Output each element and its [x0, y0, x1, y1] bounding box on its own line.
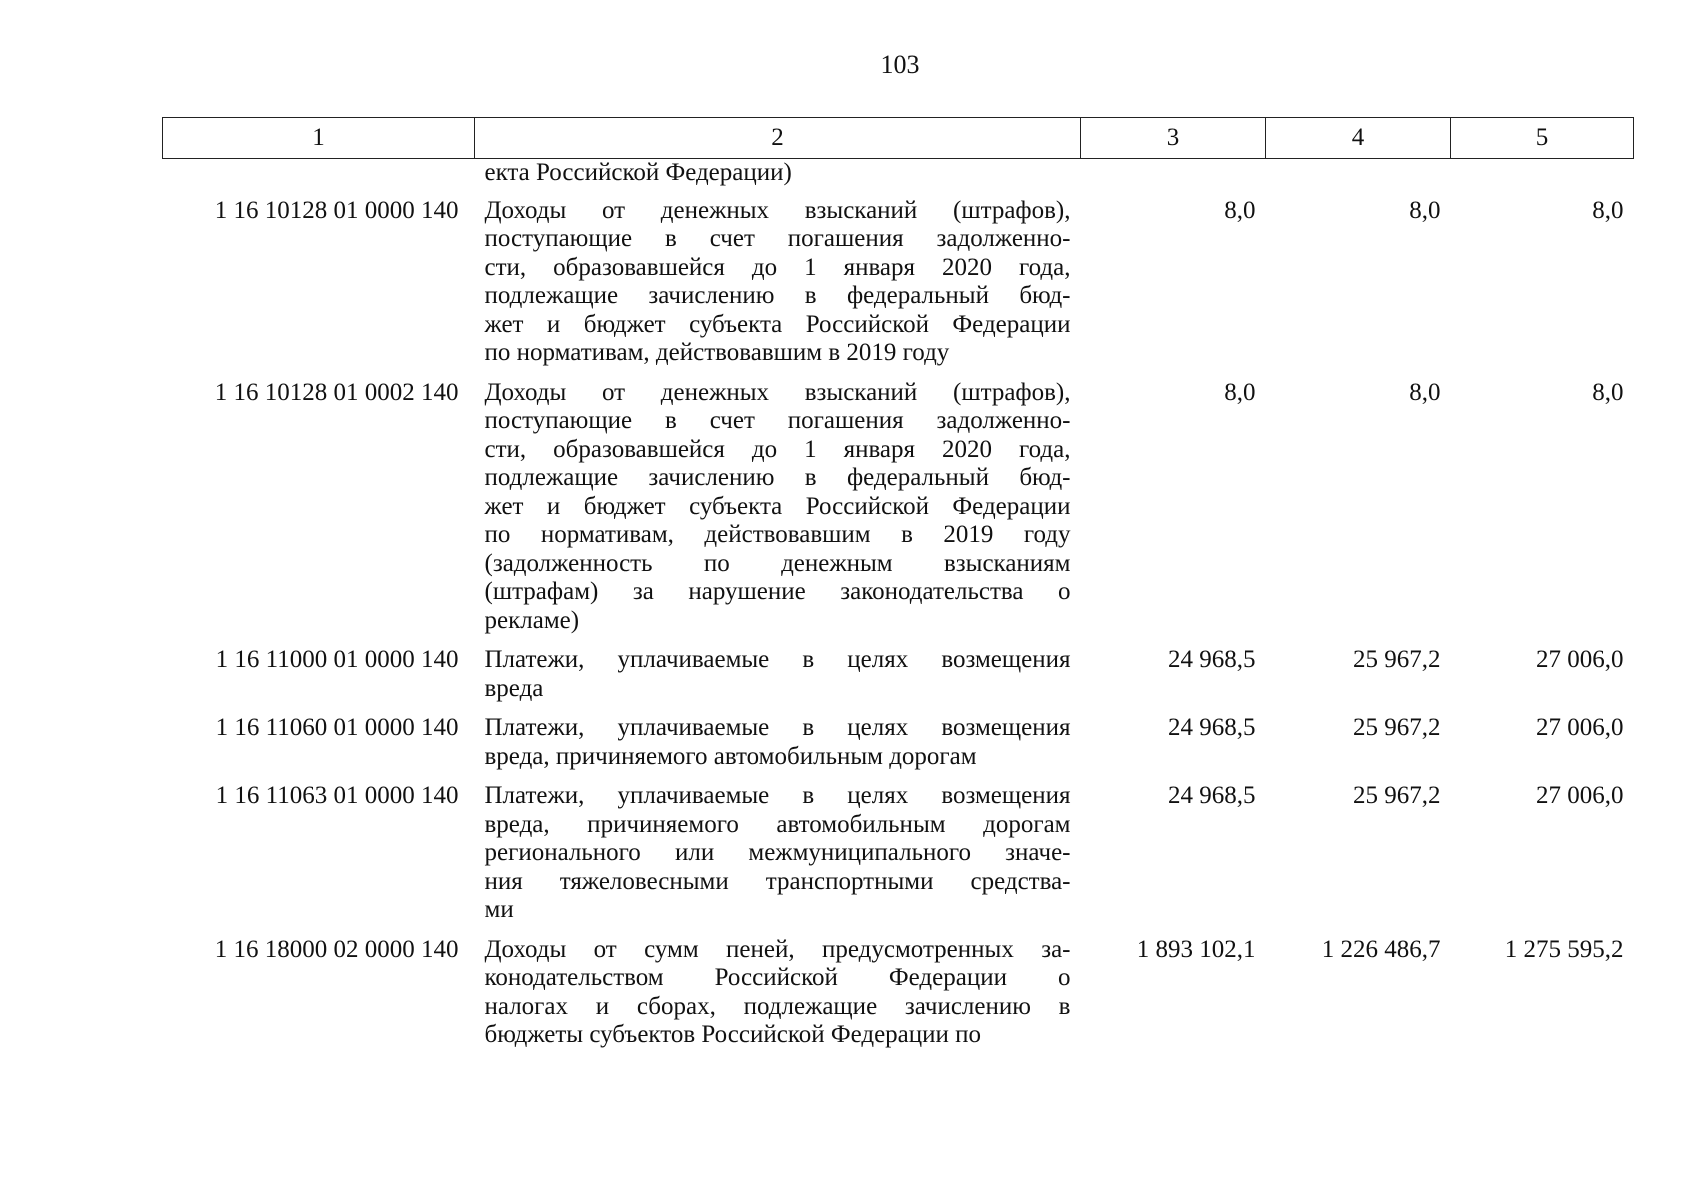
description-line: жет и бюджет субъекта Российской Федерации	[484, 492, 1071, 520]
amount-col-4: 25 967,2	[1353, 782, 1441, 809]
continuation-code-cell	[163, 159, 475, 197]
income-description	[475, 379, 1081, 647]
table-body	[163, 159, 1634, 1061]
description-line: вреда, причиняемого автомобильным дорогам	[484, 742, 977, 770]
amount-col-5: 8,0	[1592, 378, 1624, 406]
description-line: Доходы от сумм пеней, предусмотренных за-	[484, 935, 1071, 963]
description-line: жет и бюджет субъекта Российской Федерации	[484, 310, 1071, 338]
income-description	[475, 782, 1081, 936]
income-description	[475, 936, 1081, 1061]
description-line: (задолженность по денежным взысканиям	[484, 549, 1071, 577]
amount-col-4: 25 967,2	[1353, 714, 1441, 741]
budget-code: 1 16 11060 01 0000 140	[215, 714, 459, 741]
description-line: Платежи, уплачиваемые в целях возмещения	[484, 646, 1071, 673]
continuation-row	[163, 159, 1634, 197]
description-line: поступающие в счет погашения задолженно-	[484, 225, 1071, 252]
budget-code: 1 16 10128 01 0000 140	[214, 196, 459, 224]
description-line: сти, образовавшейся до 1 января 2020 года,	[484, 435, 1071, 463]
description-line: поступающие в счет погашения задолженно-	[484, 407, 1071, 434]
amount-col-5: 8,0	[1592, 196, 1624, 224]
description-line: по нормативам, действовавшим в 2019 году	[484, 521, 1071, 548]
amount-col-4: 8,0	[1409, 378, 1441, 406]
amount-col-3: 24 968,5	[1168, 714, 1256, 741]
continuation-text: екта Российской Федерации)	[484, 159, 792, 186]
budget-code: 1 16 11000 01 0000 140	[215, 646, 459, 673]
amount-col-3: 1 893 102,1	[1136, 935, 1256, 963]
income-description	[475, 646, 1081, 714]
amount-col-5: 1 275 595,2	[1504, 935, 1624, 963]
description-line: по нормативам, действовавшим в 2019 году	[484, 339, 950, 366]
description-line: налогах и сборах, подлежащие зачислению в	[484, 992, 1071, 1020]
table-row	[163, 379, 1634, 647]
table-header-row	[163, 118, 1634, 159]
description-line: (штрафам) за нарушение законодательства о	[484, 578, 1071, 605]
column-header-5: 5	[1451, 118, 1634, 159]
revenue-table	[162, 117, 1634, 1061]
description-line: вреда, причиняемого автомобильным дорогам	[484, 810, 1071, 838]
description-line: Платежи, уплачиваемые в целях возмещения	[484, 714, 1071, 741]
amount-col-4: 1 226 486,7	[1321, 935, 1441, 963]
income-description	[475, 714, 1081, 782]
amount-col-5: 27 006,0	[1536, 646, 1624, 673]
description-line: Доходы от денежных взысканий (штрафов),	[484, 196, 1071, 224]
amount-col-3: 24 968,5	[1168, 782, 1256, 809]
table-row	[163, 936, 1634, 1061]
budget-code: 1 16 11063 01 0000 140	[215, 782, 459, 809]
table-row	[163, 646, 1634, 714]
amount-col-3: 24 968,5	[1168, 646, 1256, 673]
income-description	[475, 197, 1081, 379]
column-header-2: 2	[475, 118, 1081, 159]
description-line: подлежащие зачислению в федеральный бюд-	[484, 464, 1071, 491]
budget-code: 1 16 10128 01 0002 140	[214, 378, 459, 406]
description-line: вреда	[484, 674, 544, 702]
description-line: сти, образовавшейся до 1 января 2020 года,	[484, 253, 1071, 281]
description-line: ми	[484, 896, 514, 923]
amount-col-3: 8,0	[1224, 196, 1256, 224]
description-line: конодательством Российской Федерации о	[484, 964, 1071, 991]
table-row	[163, 197, 1634, 379]
description-line: подлежащие зачислению в федеральный бюд-	[484, 282, 1071, 309]
description-line: Платежи, уплачиваемые в целях возмещения	[484, 782, 1071, 809]
description-line: рекламе)	[484, 606, 580, 634]
amount-col-3: 8,0	[1224, 378, 1256, 406]
table-row	[163, 714, 1634, 782]
amount-col-5: 27 006,0	[1536, 782, 1624, 809]
column-header-4: 4	[1266, 118, 1451, 159]
page-number: 103	[880, 50, 920, 79]
table-row	[163, 782, 1634, 936]
amount-col-4: 8,0	[1409, 196, 1441, 224]
description-line: регионального или межмуниципального значе-	[484, 839, 1071, 866]
description-line: Доходы от денежных взысканий (штрафов),	[484, 378, 1071, 406]
description-line: бюджеты субъектов Российской Федерации по	[484, 1021, 982, 1048]
amount-col-4: 25 967,2	[1353, 646, 1441, 673]
budget-code: 1 16 18000 02 0000 140	[214, 935, 459, 963]
column-header-3: 3	[1081, 118, 1266, 159]
column-header-1: 1	[163, 118, 475, 159]
description-line: ния тяжеловесными транспортными средства-	[484, 867, 1071, 895]
amount-col-5: 27 006,0	[1536, 714, 1624, 741]
